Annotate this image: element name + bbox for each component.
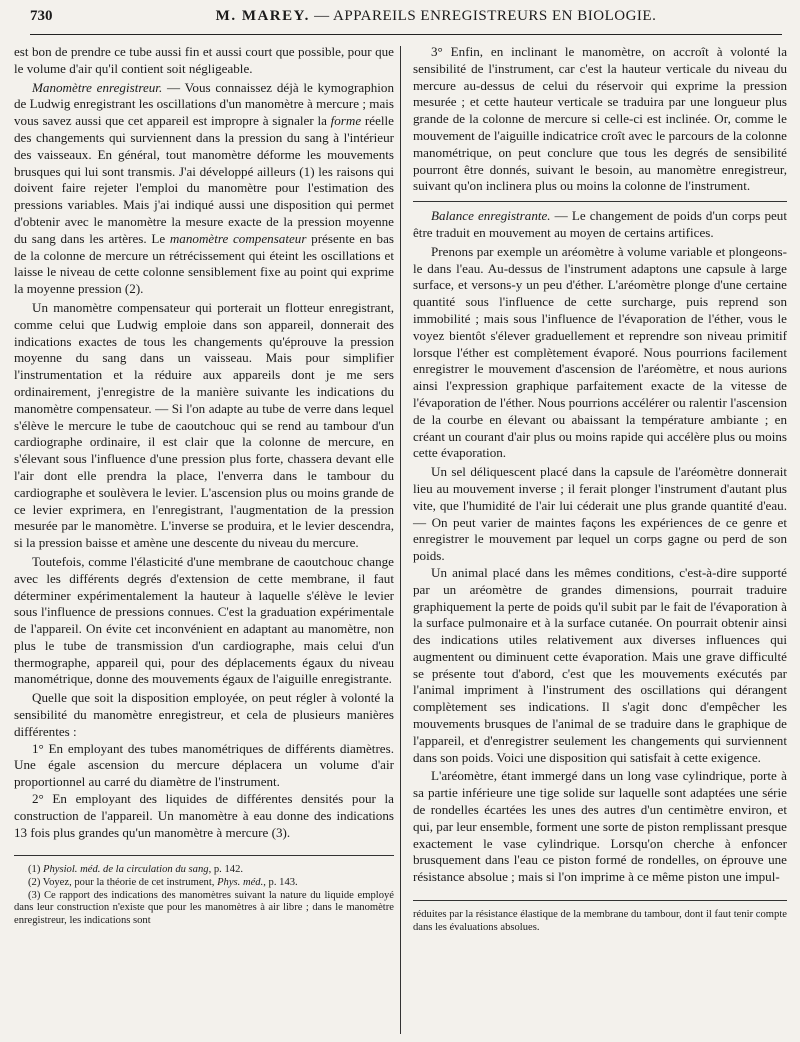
author-name: M. MAREY.: [215, 8, 310, 24]
footnote-continuation: réduites par la résistance élastique de la membrane du tambour, dont il faut tenir compte dans les évaluations absolues.: [413, 909, 787, 933]
paragraph: est bon de prendre ce tube aussi fin et aussi court que possible, pour que le volume d'air qu'il contient soit négligeable.: [14, 44, 394, 76]
paragraph: 3° Enfin, en inclinant le manomètre, on accroît à volonté la sensibilité de l'instrument, car c'est la hauteur verticale du niveau du mercure au-dessus de celui du réservoir qui exprime la pression mesurée ; et cette hauteur verticale se traduira par une longueur plus grande de la colonne de mercure si celle-ci est inclinée. Or, comme le mouvement de l'aiguille indicatrice croît avec le parcours de la colonne manométrique, on peut conclure que tous les degrés de sensibilité pourront être donnés, suivant le besoin, au manomètre enregistreur, suivant qu'on inclinera plus ou moins la colonne de l'instrument.: [413, 44, 787, 194]
paragraph-manometre-enregistreur: [14, 80, 394, 298]
footnote-3: (3) Ce rapport des indications des manomètres suivant la nature du liquide employé dans leur construction n'existe que pour les manomètres à air libre ; dans le manomètre enregistreur, les indications sont: [14, 889, 394, 926]
paragraph: 2° En employant des liquides de différentes densités pour la construction de l'appareil. Un manomètre à eau donne des indications 13 fois plus grandes qu'un manomètre à mercure (3).: [14, 791, 394, 840]
footnote-1: [14, 864, 394, 877]
running-header: [30, 8, 782, 34]
text-run: présente en bas de la colonne de mercure un rétrécissement qui éteint les oscillations et laisse le niveau de cette colonne sensiblement fixe au point qui exprime la moyenne pression (2).: [14, 230, 394, 297]
emphasis: manomètre compensateur: [169, 230, 307, 246]
left-column: [14, 44, 400, 1034]
paragraph: 1° En employant des tubes manométriques de différents diamètres. Une égale ascension du mercure déplacera un volume d'air proportionnel au carré du diamètre de l'instrument.: [14, 740, 394, 790]
page-number: 730: [30, 8, 53, 24]
paragraph: Un manomètre compensateur qui porterait un flotteur enregistrant, comme celui que Ludwig emploie dans son appareil, donnerait des indications exactes de tous les changements qu'éprouve la pression moyenne du sang dans un vaisseau. Mais pour simplifier l'instrumentation et la réduire aux appareils dont je me sers ordinairement, j'enregistre de la manière suivante les indications du manomètre compensateur. — Si l'on adapte au tube de verre dans lequel s'élève le mercure le tube de caoutchouc qui se rend au tambour d'un cardiographe ordinaire, il est clair que la colonne de mercure, en s'élevant sous l'influence d'une pression plus forte, chassera devant elle l'air dont elle prendra la place, l'enverra dans le tambour du cardiographe et soulèvera le levier. L'ascension plus ou moins grande de ce levier exprimera, en l'enregistrant, l'augmentation de la pression mesurée par le manomètre. L'inverse se produira, et le levier descendra, si la pression baisse et amène une descente du niveau du mercure.: [14, 299, 394, 551]
left-text: [14, 44, 394, 841]
paragraph: Un animal placé dans les mêmes conditions, c'est-à-dire supporté par un aréomètre de grandes dimensions, pourrait traduire graphiquement la perte de poids qu'il subit par le fait de l'évaporation à la surface pulmonaire et à la surface cutanée. On pourrait obtenir ainsi des indications utiles relativement aux diverses influences qui augmentent ou diminuent cette évaporation. Mais une grave difficulté se présente tout d'abord, c'est que les mouvements exécutés par l'animal impriment à l'instrument des oscillations qui dérangent complètement ses indications. Il s'agit donc d'empêcher les mouvements brusques de l'animal de se traduire dans le graphique de l'appareil, et d'enregistrer seulement les changements qui surviennent dans son poids. Voici une disposition qui satisfait à cette exigence.: [413, 564, 787, 765]
footnotes: [14, 864, 394, 927]
footnotes: [413, 909, 787, 934]
two-column-body: [14, 44, 792, 1034]
section-heading: Balance enregistrante.: [431, 208, 551, 224]
footnote-title: Phys. méd.: [217, 877, 264, 889]
paragraph-balance-enregistrante: [413, 208, 787, 242]
footnote-2: [14, 877, 394, 890]
running-title: [90, 8, 782, 25]
right-text: [413, 44, 787, 886]
footnote-marker: (1): [28, 864, 44, 876]
emphasis: forme: [330, 113, 362, 129]
header-title: — APPAREILS ENREGISTREURS EN BIOLOGIE.: [314, 8, 657, 24]
paragraph: L'aréomètre, étant immergé dans un long vase cylindrique, porte à sa partie inférieure une tige solide sur laquelle sont adaptées une série de rondelles écartées les unes des autres d'un centimètre environ, et qui, par leur ensemble, forment une sorte de piston remplissant presque exactement le vase cylindrique. Lorsqu'on cherche à enfoncer brusquement dans l'eau ce piston formé de rondelles, on éprouve une résistance absolue ; mais si l'on imprime à ce même piston une impul-: [413, 768, 787, 885]
section-rule: [413, 201, 787, 202]
text-run: , p. 143.: [263, 877, 298, 889]
right-column: [401, 44, 787, 1034]
paragraph: Quelle que soit la disposition employée, on peut régler à volonté la sensibilité du manomètre enregistreur, et cela de plusieurs manières différentes :: [14, 690, 394, 739]
text-run: (2) Voyez, pour la théorie de cet instrument,: [28, 877, 218, 889]
text-run: , p. 142.: [208, 864, 244, 876]
text-run: réelle des changements qui surviennent dans la pression du sang à l'intérieur des vaisseaux. En général, tout manomètre déforme les mouvements brusques qui lui sont transmis. J'ai développé ailleurs (1) les raisons qui doivent faire rejeter l'emploi du manomètre pour l'estimation des pressions variables. Mais j'ai indiqué aussi une disposition qui permet d'obtenir avec le manomètre la mesure exacte de la pression moyenne du sang dans les artères. Le: [14, 113, 394, 246]
paragraph: Prenons par exemple un aréomètre à volume variable et plongeons-le dans l'eau. Au-dessus de l'instrument adaptons une capsule à large surface, et versons-y un peu d'éther. L'aréomètre plonge d'une certaine quantité sous l'influence de cette surcharge, puis reprend son immobilité ; mais sous l'influence de l'évaporation de l'éther, vous le voyez bientôt s'élever graduellement et reprendre son niveau primitif lorsque l'éther est complètement évaporé. Nous pourrions facilement enregistrer le mouvement d'ascension de l'aréomètre, et nous aurions ainsi l'expression graphique parfaitement exacte de la vitesse de l'évaporation de l'éther. Nous pourrions accélérer ou ralentir l'ascension de la courbe en élevant ou abaissant la température ambiante ; en créant un courant d'air plus ou moins rapide qui accélère plus ou moins cette évaporation.: [413, 243, 787, 461]
footnote-rule: [413, 900, 787, 901]
header-rule: [30, 34, 782, 35]
footnote-title: Physiol. méd. de la circulation du sang: [43, 864, 209, 876]
text-run: — Vous connaissez déjà le kymographion de Ludwig enregistrant les oscillations d'un manomètre à mercure ; mais vous savez aussi que cet appareil est impropre à signaler la: [14, 79, 394, 129]
footnote-rule: [14, 855, 394, 856]
paragraph: Toutefois, comme l'élasticité d'une membrane de caoutchouc change avec les différents degrés d'extension de cette membrane, il faut déterminer expérimentalement la hauteur à laquelle s'élève le levier sous l'influence de pressions connues. C'est la graduation expérimentale de l'appareil. On évite cet inconvénient en adaptant au manomètre, non plus le tube de transmission d'un cardiographe, mais celui d'un thermographe, appareil qui, pour des déplacements égaux du niveau manométrique, donne des mouvements égaux de l'aiguille enregistrante.: [14, 553, 394, 687]
section-heading: Manomètre enregistreur.: [32, 79, 163, 95]
text-run: — Le changement de poids d'un corps peut être traduit en mouvement au moyen de certains artifices.: [413, 208, 787, 240]
paragraph: Un sel déliquescent placé dans la capsule de l'aréomètre donnerait lieu au mouvement inverse ; il ferait plonger l'instrument d'autant plus vite, que l'humidité de l'air lui céderait une plus grande quantité d'eau. — On peut varier de maintes façons les expériences de ce genre et enregistrer le mouvement par lequel un corps gagne ou perd de son poids.: [413, 464, 787, 564]
